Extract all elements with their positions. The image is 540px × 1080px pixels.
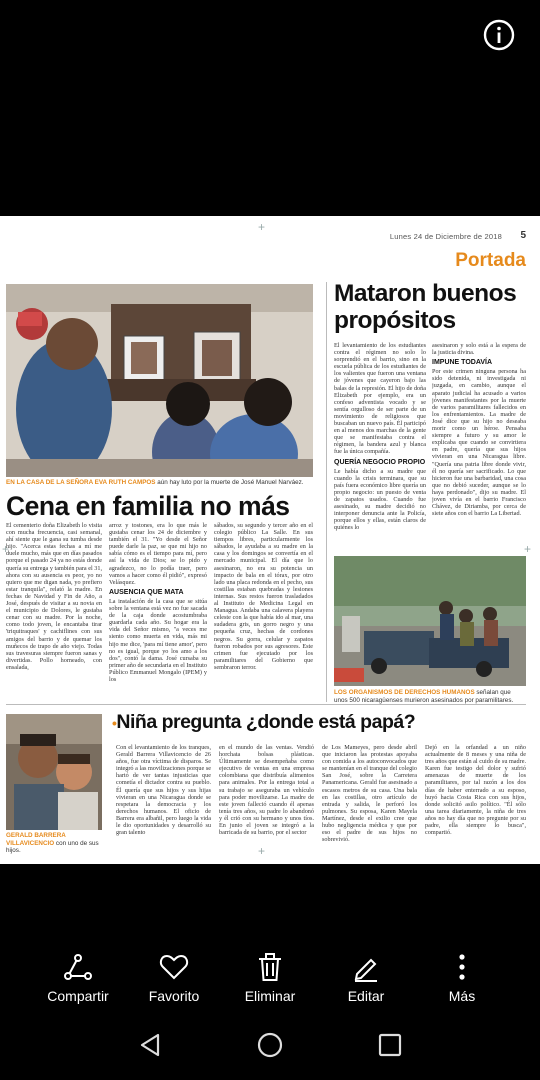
subheading-negocio: QUERÍA NEGOCIO PROPIO — [334, 458, 426, 466]
photo-gerald-barrera — [6, 714, 102, 830]
more-vertical-icon — [447, 952, 477, 982]
section-title: Portada — [455, 250, 526, 271]
delete-button[interactable] — [220, 952, 320, 1006]
crop-mark: + — [258, 844, 266, 858]
story1-col2-text-b: La instalación de la casa que se sitúa sobre la ventana está vez no fue sacada de la caja donde acostumbraba guardarla cada año. Su hogar era la vida del Señor mismo, "a veces me siento como muerta en vida, más mi hijo me dice, 'para mí tiene amor', pero no es igual, porque yo los amo a los dos", contó la dama. José cursaba su primer año de secundaria en el Instituto Público Emmanuel Mongalo (IPEM) y los — [109, 597, 207, 683]
story1-col2-text: arroz y tostones, era lo que más le gustaba cenar los 24 de diciembre y también el 31. "Yo desde el Señor puede darle la paz, se que mi hijo no sabía cómo es el tiempo para mí, pero así la vida de Dios; se lo pido y agradezco, no lo podía traer, pero vamos a hacer como él pidió", expresó Velásquez. — [109, 522, 207, 586]
edit-label: Editar — [347, 988, 385, 1004]
favorite-label: Favorito — [148, 988, 200, 1004]
page-date: Lunes 24 de Diciembre de 2018 — [389, 232, 502, 241]
caption-lead: EN LA CASA DE LA SEÑORA EVA RUTH CAMPOS — [6, 479, 156, 486]
story3-column-4: Dejó en la orfandad a un niño actualmente de 8 meses y una niña de tres años que están al cuido de su madre. Karen fue testigo del dolor y sufrió amenazas de muerte de los paramilitares, por tal razón a los dos días de haber enterrado a su esposo, huyó hacia Costa Rica con sus hijos, donde solicitó asilo político. "Él sólo una tarea diariamente, la niña de tres años no hay día que no pregunte por su padre, ella siempre lo busca", compartió. — [425, 744, 526, 837]
story2-col2-text-b: Por este crimen ninguna persona ha sido detenida, ni investigada ni juzgada, en cambio, aunque el aparato judicial ha acusado a varios jóvenes manifestantes por la muerte de varios paramilitares fallecidos en los enfrentamientos. La madre de José dice que su hijo no deseaba morir como un héroe. Pensaba siempre a futuro y su amor le explicaba que cuando se convirtiera en padre, quería que sus hijos vivieran en una Nicaragua libre. "Quería una patria libre donde vivir, él no quería ser sacrificado. Lo que hicieron fue una barbaridad, una cosa que no debió suceder, aunque se lo haya perdonado", dijo su madre. El joven vivía en el barrio Francisco Chávez, de Diriamba, por cerca de siete años con el barrio La Libertad. — [432, 368, 526, 518]
story2-col2-text: asesinaron y solo está a la espera de la justicia divina. — [432, 342, 526, 357]
caption-text: aún hay luto por la muerte de José Manuel Narváez. — [157, 479, 304, 486]
subheading-ausencia: AUSENCIA QUE MATA — [109, 588, 184, 596]
caption-lead: GERALD BARRERA VILLAVICENCIO — [6, 832, 66, 847]
caption-text: señalan que unos 500 nicaragüenses murieron asesinados por paramilitares. — [334, 689, 514, 704]
column-divider — [326, 282, 327, 702]
caption-story2 — [334, 689, 526, 704]
share-icon — [63, 952, 93, 982]
recents-icon[interactable] — [378, 1032, 402, 1063]
subheading-impune: IMPUNE TODAVÍA — [432, 359, 493, 367]
story2-col1-text-b: Le había dicho a su madre que cuando la crisis terminara, que su país fuera económico libre quería un propio negocio: un puesto de venta de zapatos usados. Cuando fue asesinado, su madre decidió no interponer denuncia ante la Policía, porque ellos y ellas, están claros de quiénes lo — [334, 467, 426, 532]
story3-column-3: de Los Mameyes, pero desde abril que iniciaron las protestas apoyaba con comida a los autoconvocados que se mantenían en el tranque del colegio San José, sobre la Carretera Panamericana. Gerald fue asesinado a escasos metros de su casa. Una bala en las costillas, otro artículo de entrada y salida, le perforó los pulmones. Su esposa, Karen Mayela Martínez, desde el exilio cree que hubo negligencia médica y que por eso el padre de sus hijos no sobrevivió. — [322, 744, 417, 844]
favorite-button[interactable] — [124, 952, 224, 1006]
more-button[interactable] — [412, 952, 512, 1006]
info-icon[interactable] — [482, 18, 516, 52]
headline-story1: Cena en familia no más — [6, 491, 290, 521]
headline-story3 — [112, 710, 415, 735]
headline-story2-line1: Mataron buenos — [334, 280, 517, 307]
share-label: Compartir — [47, 988, 109, 1004]
crop-mark: + — [258, 220, 266, 234]
caption-story1 — [6, 479, 313, 487]
heart-icon — [159, 952, 189, 982]
photo-paramilitaries — [334, 556, 526, 686]
home-icon[interactable] — [257, 1032, 283, 1063]
delete-label: Eliminar — [244, 988, 296, 1004]
trash-icon — [255, 952, 285, 982]
caption-text: con uno de sus hijos. — [6, 839, 99, 854]
bullet-marker: • — [112, 715, 117, 731]
newspaper-page[interactable] — [0, 216, 540, 864]
story1-column-2 — [109, 522, 207, 702]
crop-mark: + — [2, 542, 10, 556]
viewer-top-bar — [0, 0, 540, 216]
back-icon[interactable] — [138, 1032, 162, 1063]
viewer-bottom-bar — [0, 864, 540, 1080]
story1-column-3: sábados, su segundo y tercer año en el colegio público La Salle. En sus tiempos libres, particularmente los sábados, le ayudaba a su madre en la casa y los domingos se convertía en el mercado municipal. El día que lo asesinaron, no era su potencia un impacto de bala en el tórax, por otro lado una placa redonda en el pecho, sus costillas estaban quebradas y lesiones internas. Sus restos fueron trasladados al Instituto de Medicina Legal en Managua. Andaba una calavera playera celeste con la que había ido al mar, una sudadera gris, un gorro negro y una pequeña cruz, hechas de cordones negros. Su gorra, celular y zapatos fueron robados por sus agresores. Este crimen fue ejecutado por los paramilitares del Gobierno que sembraron terror. — [214, 522, 313, 671]
headline-story2 — [334, 280, 534, 334]
crop-mark: + — [524, 542, 532, 556]
more-label: Más — [448, 988, 476, 1004]
pencil-icon — [351, 952, 381, 982]
story1-column-1: El cementerio doña Elizabeth lo visita con mucha frecuencia, casi semanal, ahí siente que le gana su tumba desde hijo. "Acerca estas fechas a mí me duele mucho, más que en días pasados porque el pasado 24 ya no estás donde quería su entrega y también para el 31, ahora con su ausencia es peor, yo no quiero que me digan nada, yo prefiero estar tranquila", relató la madre. En fechas de Navidad y Fin de Año, a José, después de visitar a su novia en el municipio de Dolores, le gustaba cenar con su madre. Por la noche, como todo joven, le encantaba tirar 'triquitraques' y cachiflines con sus amigos del barrio y de quemar los muñecos de trapo de año viejo. Todas sus travesuras siempre fueron sanas y divertidas. Pollo horneado, con ensalada, — [6, 522, 102, 671]
photo-family-altar — [6, 284, 313, 477]
caption-lead: LOS ORGANISMOS DE DERECHOS HUMANOS — [334, 689, 475, 696]
story2-column-1 — [334, 342, 426, 550]
page-number: 5 — [520, 230, 526, 241]
story-divider — [6, 704, 526, 705]
share-button[interactable] — [28, 952, 128, 1006]
edit-button[interactable] — [316, 952, 416, 1006]
caption-story3 — [6, 832, 102, 855]
story2-column-2 — [432, 342, 526, 550]
story3-column-2: en el mundo de las ventas. Vendió horchata bolsas plásticas. Últimamente se desempeñaba como ejecutivo de ventas en una empresa colombiana que distribuía alimentos para animales. Por la entrega total a su trabajo se aseguraba un vehículo para poder movilizarse. La madre de este joven falleció cuando él apenas tenía tres años, su padre lo abandonó y él crió con su hermano y unos tíos. En junio el joven se integró a la barricada de su barrio, por el sector — [219, 744, 314, 837]
story2-col1-text: El levantamiento de los estudiantes contra el régimen no solo lo sorprendió en el barrio, sino en la escuela pública de los estudiantes de los valientes que fueron una ventana de jóvenes que cayeron bajo las balas de la represión. El hijo de doña Elizabeth por ejemplo, era un confeso adventista vocado y se sentía orgulloso de ser parte de un movimiento de religiosos que buscaban un nuevo país. Él participó en al menos dos marchas de la gente que se manifestaba contra el régimen, la bandera azul y blanca fue la única compañía. — [334, 342, 426, 456]
story3-column-1: Con el levantamiento de los tranques, Gerald Barrera Villavicencio de 26 años, fue otra víctima de disparos. Se integró a las movilizaciones porque se hartó de ver tantas injusticias que cometía el dictador contra su pueblo. Él quería que sus hijos y sus hijas vivieran en una Nicaragua donde se respetara la democracia y los derechos humanos. El oficio de Barrera era albañil, pero luego la vida le dio oportunidades y desarrolló su gran talento — [116, 744, 211, 837]
headline-story3-text: Niña pregunta ¿donde está papá? — [116, 711, 416, 733]
headline-story2-line2: propósitos — [334, 307, 456, 334]
